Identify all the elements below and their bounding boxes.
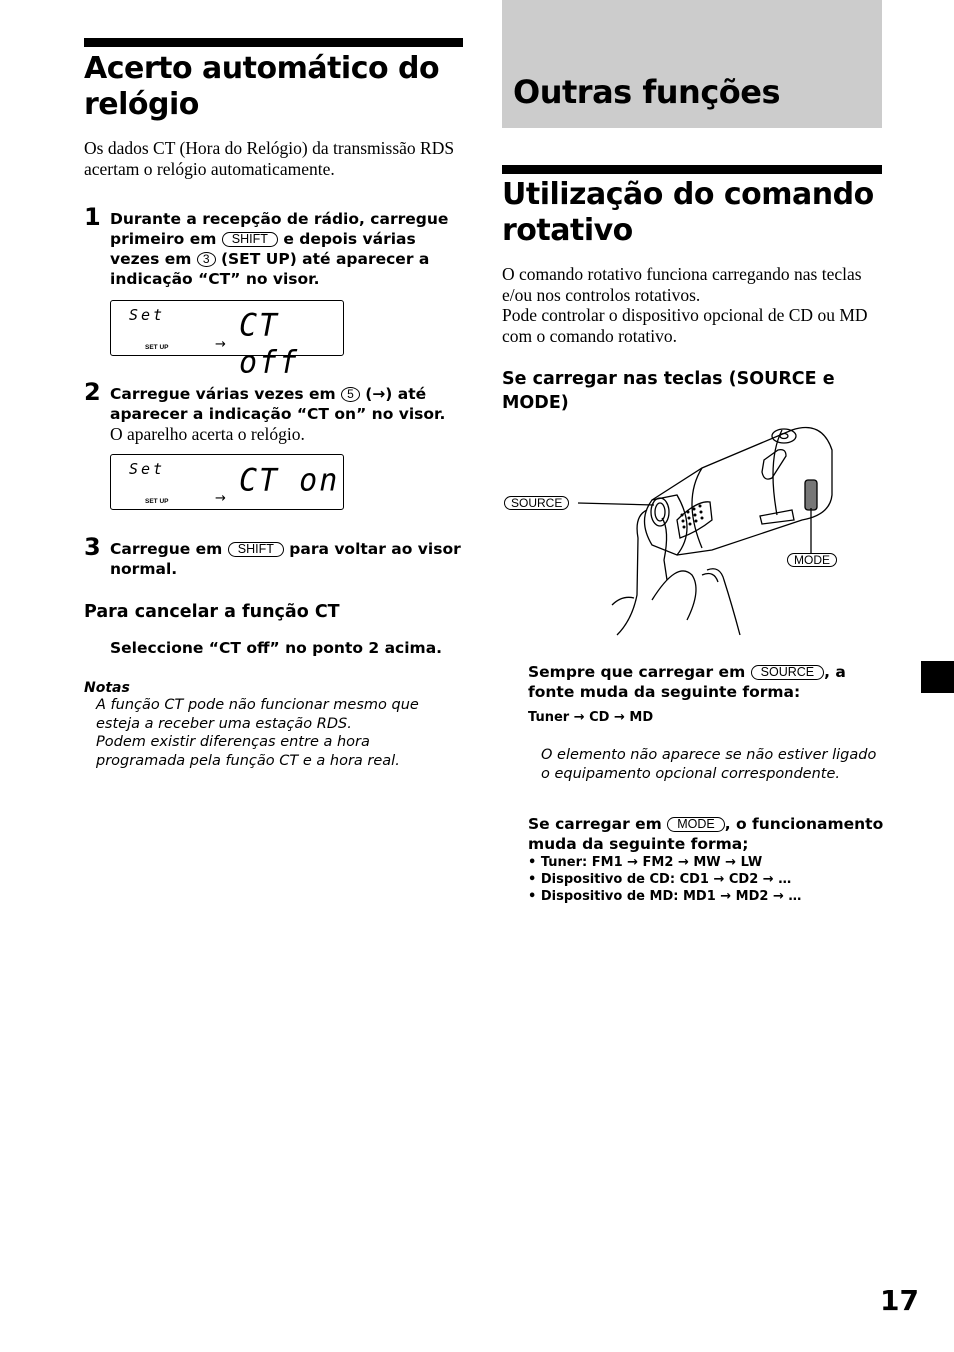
step-3-number: 3	[84, 533, 101, 561]
title-rule-left	[84, 38, 463, 47]
mode-instruction	[528, 814, 888, 854]
key-3-glyph: 3	[197, 252, 216, 267]
source-key-glyph: SOURCE	[751, 665, 824, 680]
display-set-text: Set	[129, 460, 166, 478]
step-2-note: O aparelho acerta o relógio.	[110, 424, 305, 444]
step-3-part-2: para voltar ao visor normal.	[110, 540, 461, 578]
display-set-text: Set	[129, 306, 166, 324]
cancel-heading: Para cancelar a função CT	[84, 602, 340, 622]
step-3-part-1: Carregue em	[110, 540, 223, 558]
shift-key-glyph: SHIFT	[228, 542, 284, 557]
display-arrow-icon: →	[215, 337, 226, 352]
mode-list-item: • Tuner: FM1 → FM2 → MW → LW	[528, 855, 763, 870]
section-title: Outras funções	[513, 73, 781, 111]
note-1: A função CT pode não funcionar mesmo que esteja a receber uma estação RDS.	[96, 697, 419, 732]
source-instruction	[528, 662, 873, 702]
step-2-number: 2	[84, 378, 101, 406]
rotary-intro-2: Pode controlar o dispositivo opcional de CD ou MD com o comando rotativo.	[502, 305, 868, 346]
step-1-part-1: Durante a recepção de rádio, carregue primeiro em	[110, 210, 449, 248]
step-1-part-3: (SET UP) até aparecer a indicação “CT” no visor.	[110, 250, 430, 288]
mode-list-item: • Dispositivo de CD: CD1 → CD2 → …	[528, 872, 792, 887]
mode-list	[528, 854, 801, 905]
display-setup-label: SET UP	[145, 344, 169, 351]
step-1-part-2: e depois várias vezes em	[110, 230, 416, 268]
keys-subheading: Se carregar nas teclas (SOURCE e MODE)	[502, 369, 835, 413]
source-button-label: SOURCE	[504, 496, 569, 510]
step-2-part-2: (→) até aparecer a indicação “CT on” no visor.	[110, 385, 446, 423]
source-part-1: Sempre que carregar em	[528, 663, 746, 681]
source-part-2: , a fonte muda da seguinte forma:	[528, 663, 846, 701]
mode-key-glyph: MODE	[667, 817, 725, 832]
display-ct-on-text: CT on	[239, 462, 340, 499]
note-2: Podem existir diferenças entre a hora programada pela função CT e a hora real.	[96, 734, 400, 769]
display-setup-label: SET UP	[145, 498, 169, 505]
mode-button-label: MODE	[787, 553, 837, 567]
page-edge-tab	[921, 661, 954, 693]
step-2-text	[110, 384, 455, 424]
mode-item-text: Dispositivo de CD: CD1 → CD2 → …	[540, 872, 792, 887]
cancel-text: Seleccione “CT off” no ponto 2 acima.	[110, 639, 443, 657]
page-title-clock: Acerto automático do relógio	[84, 51, 440, 122]
rotary-commander-figure	[502, 420, 862, 640]
notes-heading: Notas	[84, 680, 130, 696]
step-1-number: 1	[84, 203, 101, 231]
display-ct-off-text: CT off	[239, 307, 300, 381]
title-rule-right	[502, 165, 882, 174]
page-title-rotary: Utilização do comando rotativo	[502, 177, 874, 248]
display-ct-off	[110, 300, 344, 381]
step-2-part-1: Carregue várias vezes em	[110, 385, 336, 403]
page-number: 17	[880, 1284, 919, 1317]
mode-part-1: Se carregar em	[528, 815, 662, 833]
step-1-text	[110, 209, 455, 289]
key-5-glyph: 5	[341, 387, 360, 402]
step-3-text	[110, 539, 465, 579]
source-sequence: Tuner → CD → MD	[528, 710, 654, 725]
mode-item-text: Tuner: FM1 → FM2 → MW → LW	[540, 855, 763, 870]
display-ct-on	[110, 454, 344, 510]
source-note: O elemento não aparece se não estiver ligado o equipamento opcional correspondente.	[541, 747, 877, 782]
rotary-intro-1: O comando rotativo funciona carregando nas teclas e/ou nos controlos rotativos.	[502, 264, 862, 305]
clock-intro: Os dados CT (Hora do Relógio) da transmissão RDS acertam o relógio automaticamente.	[84, 138, 455, 179]
mode-list-item: • Dispositivo de MD: MD1 → MD2 → …	[528, 889, 802, 904]
display-arrow-icon: →	[215, 491, 226, 506]
shift-key-glyph: SHIFT	[222, 232, 278, 247]
mode-item-text: Dispositivo de MD: MD1 → MD2 → …	[540, 889, 802, 904]
mode-part-2: , o funcionamento muda da seguinte forma;	[528, 815, 884, 853]
